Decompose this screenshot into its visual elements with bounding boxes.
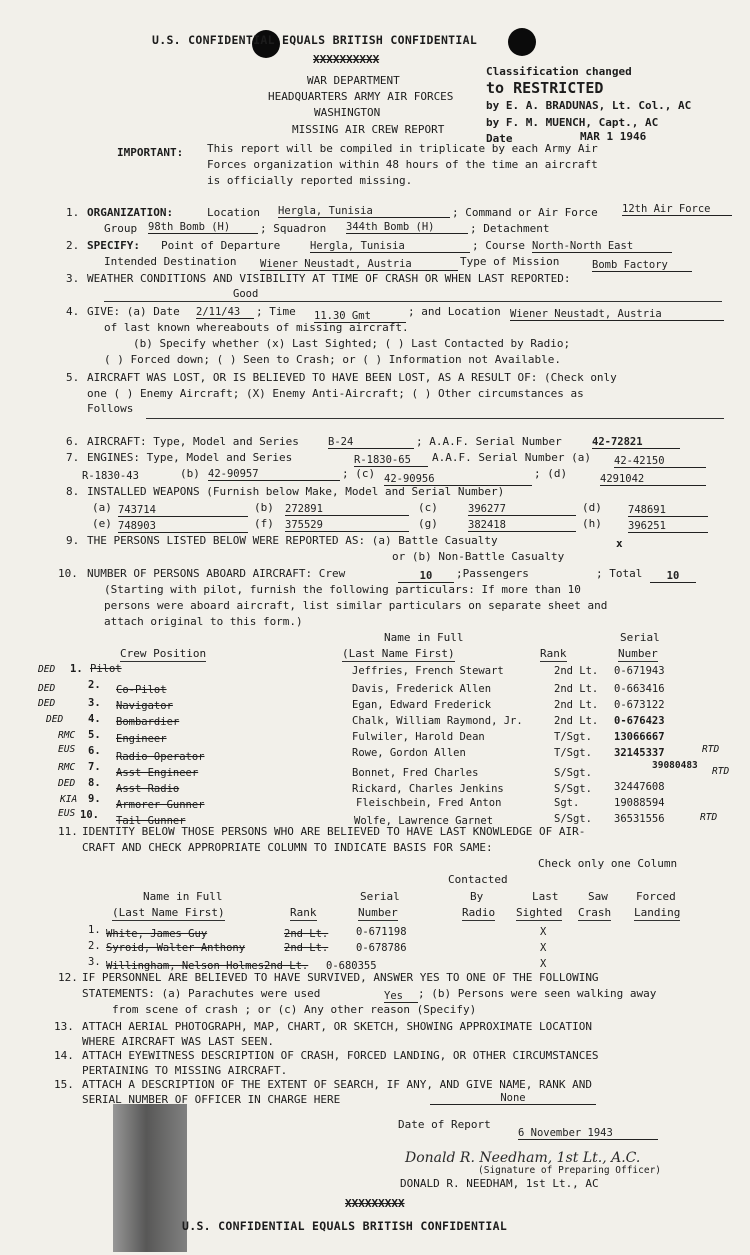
witness-sighted-mark: X [540, 942, 547, 954]
weapon-e-label: (e) [92, 517, 112, 530]
weather-value: Good [233, 288, 259, 300]
crew-row-number: 10. [80, 809, 99, 821]
item-8-number: 8. [66, 485, 80, 498]
crew-rank: S/Sgt. [554, 783, 592, 795]
crew-status-note: DED [58, 778, 76, 789]
crew-count-value: 10 [398, 570, 454, 583]
crew-position: Radio Operator [116, 751, 205, 763]
aircraft-label: AIRCRAFT: Type, Model and Series [87, 435, 299, 448]
crew-rank: S/Sgt. [554, 767, 592, 779]
squadron-value: 344th Bomb (H) [346, 221, 468, 234]
officer-signature: Donald R. Needham, 1st Lt., A.C. [405, 1150, 641, 1166]
weapon-e-value: 748903 [118, 520, 248, 533]
item-13-line-2: WHERE AIRCRAFT WAS LAST SEEN. [82, 1035, 275, 1048]
by-header: By [470, 890, 484, 903]
parachutes-answer: Yes [384, 990, 418, 1003]
specify-label: SPECIFY: [87, 239, 140, 252]
crew-extra-note: RTD [712, 766, 730, 777]
engine-serial-label: A.A.F. Serial Number (a) [432, 451, 591, 464]
item-10-line-4: attach original to this form.) [104, 615, 303, 628]
item-9-line-2: or (b) Non-Battle Casualty [392, 550, 565, 563]
crew-row [0, 793, 750, 809]
crew-rank: 2nd Lt. [554, 683, 599, 695]
crew-serial-header-1: Serial [620, 631, 660, 644]
crew-row [0, 679, 750, 695]
passengers-label: ;Passengers [456, 567, 529, 580]
engine-type-2-value: R-1830-43 [82, 470, 139, 482]
weapon-a-label: (a) [92, 501, 112, 514]
command-label: ; Command or Air Force [452, 206, 598, 219]
crew-position: Bombardier [116, 716, 180, 728]
crew-status-note: RMC [58, 730, 76, 741]
mission-value: Bomb Factory [592, 259, 692, 272]
witness-serial: 0-680355 [326, 960, 377, 972]
crew-position: Engineer [116, 733, 167, 745]
loss-date-value: 2/11/43 [196, 306, 254, 319]
check-one-column-label: Check only one Column [538, 857, 678, 870]
weapon-c-label: (c) [418, 501, 438, 514]
crew-serial: 36531556 [614, 813, 665, 825]
group-label: Group [104, 222, 138, 235]
item-5-number: 5. [66, 371, 80, 384]
contacted-header: Contacted [448, 873, 508, 886]
item-7-number: 7. [66, 451, 80, 464]
witness-serial: 0-678786 [356, 942, 407, 954]
item-11-line-2: CRAFT AND CHECK APPROPRIATE COLUMN TO INDICATE BASIS FOR SAME: [82, 841, 493, 854]
item-4-number: 4. [66, 305, 80, 318]
item-5-rule [146, 418, 724, 419]
item-2-number: 2. [66, 239, 80, 252]
date-of-report-value: 6 November 1943 [518, 1127, 658, 1140]
detachment-label: ; Detachment [470, 222, 550, 235]
classification-changed-to: to RESTRICTED [486, 79, 604, 97]
crew-rank-header: Rank [540, 647, 567, 660]
witness-name: White, James Guy [106, 928, 208, 940]
witness-row [0, 924, 750, 940]
witness-row-number: 2. [88, 940, 101, 952]
forced-header: Forced [636, 890, 676, 903]
total-count-value: 10 [650, 570, 696, 583]
crew-name: Fleischbein, Fred Anton [356, 797, 502, 809]
crew-row [0, 729, 750, 745]
crew-position-header: Crew Position [120, 647, 207, 660]
crew-serial: 0-673122 [614, 699, 665, 711]
witness-rank: 2nd Lt. [284, 942, 329, 954]
crew-rank: 2nd Lt. [554, 715, 599, 727]
crew-status-note: DED [38, 698, 56, 709]
item-3-number: 3. [66, 272, 80, 285]
weapon-d-value: 748691 [628, 504, 708, 517]
give-date-label: GIVE: (a) Date [87, 305, 180, 318]
item-12-line-1: IF PERSONNEL ARE BELIEVED TO HAVE SURVIVED, ANSWER YES TO ONE OF THE FOLLOWING [82, 971, 599, 984]
search-extent-value: None [430, 1092, 596, 1105]
crew-rank: T/Sgt. [554, 747, 592, 759]
crew-position: Co-Pilot [116, 684, 167, 696]
weapon-b-label: (b) [254, 501, 274, 514]
organization-label: ORGANIZATION: [87, 206, 174, 219]
crew-position: Navigator [116, 700, 173, 712]
crew-serial: 0-676423 [614, 715, 665, 727]
crew-name: Davis, Frederick Allen [352, 683, 492, 695]
item-4-line-3: (b) Specify whether (x) Last Sighted; ( ) Last Contacted by Radio; [133, 337, 571, 350]
item-14-line-1: ATTACH EYEWITNESS DESCRIPTION OF CRASH, FORCED LANDING, OR OTHER CIRCUMSTANCES [82, 1049, 599, 1062]
crew-position: Tail Gunner [116, 815, 186, 827]
item-4-line-4: ( ) Forced down; ( ) Seen to Crash; or ( ) Information not Available. [104, 353, 561, 366]
mission-label: Type of Mission [460, 255, 560, 268]
item-10-line-2: (Starting with pilot, furnish the following particulars: If more than 10 [104, 583, 581, 596]
weapon-d-label: (d) [582, 501, 602, 514]
report-title: MISSING AIR CREW REPORT [292, 123, 445, 136]
item-14-number: 14. [54, 1049, 74, 1062]
crew-position: Asst Radio [116, 783, 180, 795]
item-12-line-2a: STATEMENTS: (a) Parachutes were used [82, 987, 321, 1000]
aircraft-serial-value: 42-72821 [592, 436, 680, 449]
weather-rule [104, 301, 722, 302]
engine-serial-b-value: 42-90957 [208, 468, 340, 481]
item-11-number: 11. [58, 825, 78, 838]
location-value: Hergla, Tunisia [278, 205, 450, 218]
crew-row-number: 7. [88, 761, 101, 773]
engines-label: ENGINES: Type, Model and Series [87, 451, 293, 464]
crew-status-note: DED [38, 664, 56, 675]
command-value: 12th Air Force [622, 203, 732, 216]
battle-casualty-mark: x [616, 537, 623, 550]
city-label: WASHINGTON [314, 106, 381, 119]
crew-row-number: 8. [88, 777, 101, 789]
squadron-label: ; Squadron [260, 222, 327, 235]
course-label: ; Course [472, 239, 525, 252]
persons-aboard-label: NUMBER OF PERSONS ABOARD AIRCRAFT: Crew [87, 567, 346, 580]
crew-serial-header-2: Number [618, 647, 658, 660]
departure-value: Hergla, Tunisia [310, 240, 470, 253]
witness-serial-header-1: Serial [360, 890, 400, 903]
bottom-struck-classification: XXXXXXXXX [345, 1197, 405, 1210]
destination-label: Intended Destination [104, 255, 237, 268]
witness-serial-header-2: Number [358, 906, 398, 919]
crew-status-note: DED [46, 714, 64, 725]
crew-row-number: 3. [88, 697, 101, 709]
destination-value: Wiener Neustadt, Austria [260, 258, 458, 271]
classification-changed-label: Classification changed [486, 65, 632, 78]
witness-row-number: 1. [88, 924, 101, 936]
tape-strip [113, 1104, 187, 1252]
crash-header: Crash [578, 906, 612, 919]
important-line-3: is officially reported missing. [207, 174, 413, 187]
crew-name: Jeffries, French Stewart [352, 665, 504, 677]
item-1-number: 1. [66, 206, 80, 219]
crew-name: Rowe, Gordon Allen [352, 747, 466, 759]
important-label: IMPORTANT: [117, 146, 184, 159]
item-5-line-1: AIRCRAFT WAS LOST, OR IS BELIEVED TO HAVE BEEN LOST, AS A RESULT OF: (Check only [87, 371, 617, 384]
crew-name: Wolfe, Lawrence Garnet [354, 815, 494, 827]
crew-row [0, 809, 750, 825]
crew-rank: T/Sgt. [554, 731, 592, 743]
item-9-number: 9. [66, 534, 80, 547]
crew-extra-note: RTD [700, 812, 718, 823]
crew-serial: 32145337 [614, 747, 665, 759]
weapon-h-value: 396251 [628, 520, 708, 533]
declassified-by-2: by F. M. MUENCH, Capt., AC [486, 116, 659, 129]
engine-serial-c-value: 42-90956 [384, 473, 532, 486]
witness-serial: 0-671198 [356, 926, 407, 938]
saw-header: Saw [588, 890, 608, 903]
last-header: Last [532, 890, 559, 903]
item-13-line-1: ATTACH AERIAL PHOTOGRAPH, MAP, CHART, OR SKETCH, SHOWING APPROXIMATE LOCATION [82, 1020, 592, 1033]
crew-row [0, 697, 750, 713]
item-10-number: 10. [58, 567, 78, 580]
crew-serial: 0-663416 [614, 683, 665, 695]
crew-row-number: 9. [88, 793, 101, 805]
crew-rank: 2nd Lt. [554, 665, 599, 677]
crew-name-header-1: Name in Full [384, 631, 464, 644]
witness-row [0, 956, 750, 972]
weapon-b-value: 272891 [285, 503, 409, 516]
crew-name: Chalk, William Raymond, Jr. [352, 715, 523, 727]
struck-classification: XXXXXXXXXX [313, 53, 380, 66]
item-6-number: 6. [66, 435, 80, 448]
weapon-a-value: 743714 [118, 504, 248, 517]
radio-header: Radio [462, 906, 496, 919]
item-5-line-3: Follows [87, 402, 134, 415]
crew-rank: Sgt. [554, 797, 580, 809]
bottom-classification: U.S. CONFIDENTIAL EQUALS BRITISH CONFIDENTIAL [182, 1219, 508, 1233]
item-15-number: 15. [54, 1078, 74, 1091]
crew-row [0, 713, 750, 729]
crew-row [0, 663, 750, 679]
item-12-line-3: from scene of crash ; or (c) Any other reason (Specify) [112, 1003, 477, 1016]
war-department: WAR DEPARTMENT [307, 74, 400, 87]
item-13-number: 13. [54, 1020, 74, 1033]
crew-row-number: 5. [88, 729, 101, 741]
crew-serial: 32447608 [614, 781, 665, 793]
loss-location-value: Wiener Neustadt, Austria [510, 308, 724, 321]
declassified-by-1: by E. A. BRADUNAS, Lt. Col., AC [486, 99, 692, 112]
crew-serial: 0-671943 [614, 665, 665, 677]
crew-name: Bonnet, Fred Charles [352, 767, 479, 779]
course-value: North-North East [532, 240, 672, 253]
crew-serial: 39080483 [652, 760, 698, 771]
headquarters-label: HEADQUARTERS ARMY AIR FORCES [268, 90, 454, 103]
item-9-line-1: THE PERSONS LISTED BELOW WERE REPORTED AS: (a) Battle Casualty [87, 534, 498, 547]
punch-hole-right [508, 28, 536, 56]
item-11-line-1: IDENTITY BELOW THOSE PERSONS WHO ARE BELIEVED TO HAVE LAST KNOWLEDGE OF AIR- [82, 825, 586, 838]
location-label: Location [207, 206, 260, 219]
witness-name: Syroid, Walter Anthony [106, 942, 246, 954]
item-15-line-2: SERIAL NUMBER OF OFFICER IN CHARGE HERE [82, 1093, 341, 1106]
crew-status-note: DED [38, 683, 56, 694]
sighted-header: Sighted [516, 906, 563, 919]
aircraft-serial-label: ; A.A.F. Serial Number [416, 435, 562, 448]
crew-name: Egan, Edward Frederick [352, 699, 492, 711]
top-classification: U.S. CONFIDENTIAL EQUALS BRITISH CONFIDENTIAL [152, 33, 478, 47]
weapon-g-value: 382418 [468, 519, 576, 532]
witness-sighted-mark: X [540, 958, 547, 970]
crew-status-note: RMC [58, 762, 76, 773]
crew-serial: 13066667 [614, 731, 665, 743]
witness-row-number: 3. [88, 956, 101, 968]
crew-row [0, 777, 750, 793]
crew-row-number: 2. [88, 679, 101, 691]
weapon-h-label: (h) [582, 517, 602, 530]
crew-extra-note: RTD [702, 744, 720, 755]
engine-serial-a-value: 42-42150 [614, 455, 706, 468]
witness-row [0, 940, 750, 956]
landing-header: Landing [634, 906, 681, 919]
crew-status-note: KIA [60, 794, 78, 805]
engine-b-label: (b) [180, 467, 200, 480]
time-label: ; Time [256, 305, 296, 318]
crew-row [0, 761, 750, 777]
declass-date-label: Date [486, 132, 513, 145]
item-15-line-1: ATTACH A DESCRIPTION OF THE EXTENT OF SEARCH, IF ANY, AND GIVE NAME, RANK AND [82, 1078, 592, 1091]
item-4-line-2: of last known whereabouts of missing aircraft. [104, 321, 409, 334]
crew-row-number: 1. [70, 663, 83, 675]
departure-label: Point of Departure [161, 239, 281, 252]
engine-serial-d-value: 4291042 [600, 473, 706, 486]
loss-location-label: ; and Location [408, 305, 501, 318]
crew-serial: 19088594 [614, 797, 665, 809]
crew-position: Pilot [90, 663, 122, 675]
aircraft-type-value: B-24 [328, 436, 414, 449]
engine-d-label: ; (d) [534, 467, 568, 480]
item-10-line-3: persons were aboard aircraft, list similar particulars on separate sheet and [104, 599, 608, 612]
weapon-f-value: 375529 [285, 519, 409, 532]
crew-name: Rickard, Charles Jenkins [352, 783, 504, 795]
engine-type-value: R-1830-65 [354, 454, 428, 467]
item-5-line-2: one ( ) Enemy Aircraft; (X) Enemy Anti-Aircraft; ( ) Other circumstances as [87, 387, 584, 400]
crew-row [0, 745, 750, 761]
crew-row-number: 6. [88, 745, 101, 757]
crew-status-note: EUS [58, 808, 76, 819]
crew-position: Armorer Gunner [116, 799, 205, 811]
signature-typed: DONALD R. NEEDHAM, 1st Lt., AC [400, 1177, 599, 1190]
witness-rank: 2nd Lt. [264, 960, 309, 972]
engine-c-label: ; (c) [342, 467, 376, 480]
witness-rank-header: Rank [290, 906, 317, 919]
crew-status-note: EUS [58, 744, 76, 755]
witness-sighted-mark: X [540, 926, 547, 938]
total-label: ; Total [596, 567, 643, 580]
weapon-g-label: (g) [418, 517, 438, 530]
weapon-c-value: 396277 [468, 503, 576, 516]
crew-row-number: 4. [88, 713, 101, 725]
witness-name-header-1: Name in Full [143, 890, 223, 903]
important-line-2: Forces organization within 48 hours of the time an aircraft [207, 158, 598, 171]
weapons-label: INSTALLED WEAPONS (Furnish below Make, Model and Serial Number) [87, 485, 505, 498]
date-of-report-label: Date of Report [398, 1118, 491, 1131]
time-value: 11.30 Gmt [314, 310, 406, 323]
witness-name-header-2: (Last Name First) [112, 906, 225, 919]
weapon-f-label: (f) [254, 517, 274, 530]
crew-rank: 2nd Lt. [554, 699, 599, 711]
crew-rank: S/Sgt. [554, 813, 592, 825]
group-value: 98th Bomb (H) [148, 221, 258, 234]
crew-position: Asst Engineer [116, 767, 199, 779]
declass-date-value: MAR 1 1946 [580, 130, 647, 143]
item-14-line-2: PERTAINING TO MISSING AIRCRAFT. [82, 1064, 288, 1077]
item-12-number: 12. [58, 971, 78, 984]
weather-label: WEATHER CONDITIONS AND VISIBILITY AT TIME OF CRASH OR WHEN LAST REPORTED: [87, 272, 571, 285]
witness-name: Willingham, Nelson Holmes [106, 960, 265, 972]
witness-rank: 2nd Lt. [284, 928, 329, 940]
important-line-1: This report will be compiled in triplicate by each Army Air [207, 142, 598, 155]
crew-name: Fulwiler, Harold Dean [352, 731, 485, 743]
crew-name-header-2: (Last Name First) [342, 647, 455, 660]
signature-caption: (Signature of Preparing Officer) [478, 1165, 662, 1176]
item-12-line-2b: ; (b) Persons were seen walking away [418, 987, 657, 1000]
